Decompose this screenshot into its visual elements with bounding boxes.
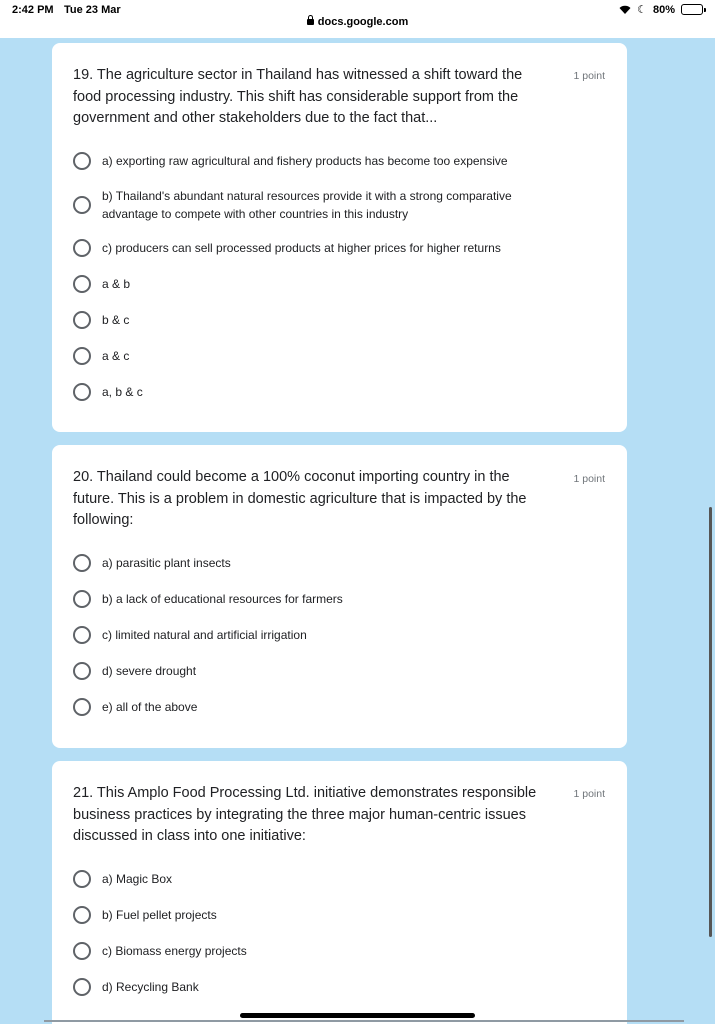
question-title: 20. Thailand could become a 100% coconut importing country in the future. This is a problem in domestic agriculture that is impacted by the following: [73, 469, 527, 528]
battery-icon [681, 4, 703, 15]
option-a[interactable] [73, 870, 553, 888]
option-c[interactable] [73, 942, 553, 960]
radio-button[interactable] [73, 870, 91, 888]
address-bar[interactable] [0, 16, 715, 28]
radio-button[interactable] [73, 196, 91, 214]
radio-button[interactable] [73, 978, 91, 996]
radio-button[interactable] [73, 906, 91, 924]
option-a[interactable] [73, 152, 553, 170]
page-scrollbar[interactable] [709, 507, 712, 937]
moon-icon: ☾ [637, 4, 647, 16]
question-card-21 [52, 761, 627, 1024]
option-label: b) a lack of educational resources for farmers [102, 592, 343, 606]
lock-icon [307, 19, 314, 25]
radio-button[interactable] [73, 662, 91, 680]
option-c[interactable] [73, 626, 553, 644]
option-e[interactable] [73, 698, 553, 716]
option-label: c) Biomass energy projects [102, 944, 247, 958]
option-b[interactable] [73, 906, 553, 924]
question-points: 1 point [573, 70, 605, 82]
option-label: a) parasitic plant insects [102, 556, 231, 570]
battery-percent: 80% [652, 3, 675, 16]
radio-button[interactable] [73, 275, 91, 293]
radio-button[interactable] [73, 554, 91, 572]
radio-button[interactable] [73, 347, 91, 365]
browser-top-bar [0, 0, 715, 38]
question-title: 21. This Amplo Food Processing Ltd. initiative demonstrates responsible business practices by integrating the three major human-centric issues discussed in class into one initiative: [73, 785, 537, 844]
radio-button[interactable] [73, 626, 91, 644]
radio-button[interactable] [73, 239, 91, 257]
option-a-and-b[interactable] [73, 275, 553, 293]
option-a[interactable] [73, 554, 553, 572]
radio-button[interactable] [73, 590, 91, 608]
option-label: b) Fuel pellet projects [102, 908, 217, 922]
option-label: b) Thailand's abundant natural resources provide it with a strong comparative advantage to compete with other countries in this industry [102, 189, 512, 221]
option-label: a, b & c [102, 385, 143, 399]
option-label: a & b [102, 277, 131, 291]
option-label: b & c [102, 313, 130, 327]
option-b[interactable] [73, 187, 563, 223]
home-indicator[interactable] [240, 1013, 475, 1018]
radio-button[interactable] [73, 311, 91, 329]
option-b[interactable] [73, 590, 553, 608]
radio-button[interactable] [73, 942, 91, 960]
question-card-19 [52, 43, 627, 432]
option-label: c) producers can sell processed products at higher prices for higher returns [102, 241, 501, 255]
option-label: a) Magic Box [102, 872, 173, 886]
option-label: a & c [102, 349, 130, 363]
status-date: Tue 23 Mar [64, 4, 121, 16]
option-b-and-c[interactable] [73, 311, 553, 329]
question-title: 19. The agriculture sector in Thailand has witnessed a shift toward the food processing industry. This shift has considerable support from the government and other stakeholders due to the fact that... [73, 67, 523, 126]
status-time: 2:42 PM [12, 4, 54, 16]
question-points: 1 point [573, 473, 605, 485]
option-d[interactable] [73, 662, 553, 680]
divider [44, 1020, 684, 1022]
address-url: docs.google.com [317, 16, 409, 28]
option-c[interactable] [73, 239, 553, 257]
wifi-icon [619, 5, 631, 14]
option-label: a) exporting raw agricultural and fishery products has become too expensive [102, 154, 508, 168]
option-label: d) Recycling Bank [102, 980, 199, 994]
option-a-and-c[interactable] [73, 347, 553, 365]
option-a-b-c[interactable] [73, 383, 553, 401]
question-card-20 [52, 445, 627, 748]
option-label: d) severe drought [102, 664, 197, 678]
status-icons [619, 3, 703, 16]
radio-button[interactable] [73, 698, 91, 716]
option-d[interactable] [73, 978, 553, 996]
radio-button[interactable] [73, 383, 91, 401]
radio-button[interactable] [73, 152, 91, 170]
option-label: c) limited natural and artificial irrigation [102, 628, 307, 642]
option-label: e) all of the above [102, 700, 198, 714]
question-points: 1 point [573, 788, 605, 800]
